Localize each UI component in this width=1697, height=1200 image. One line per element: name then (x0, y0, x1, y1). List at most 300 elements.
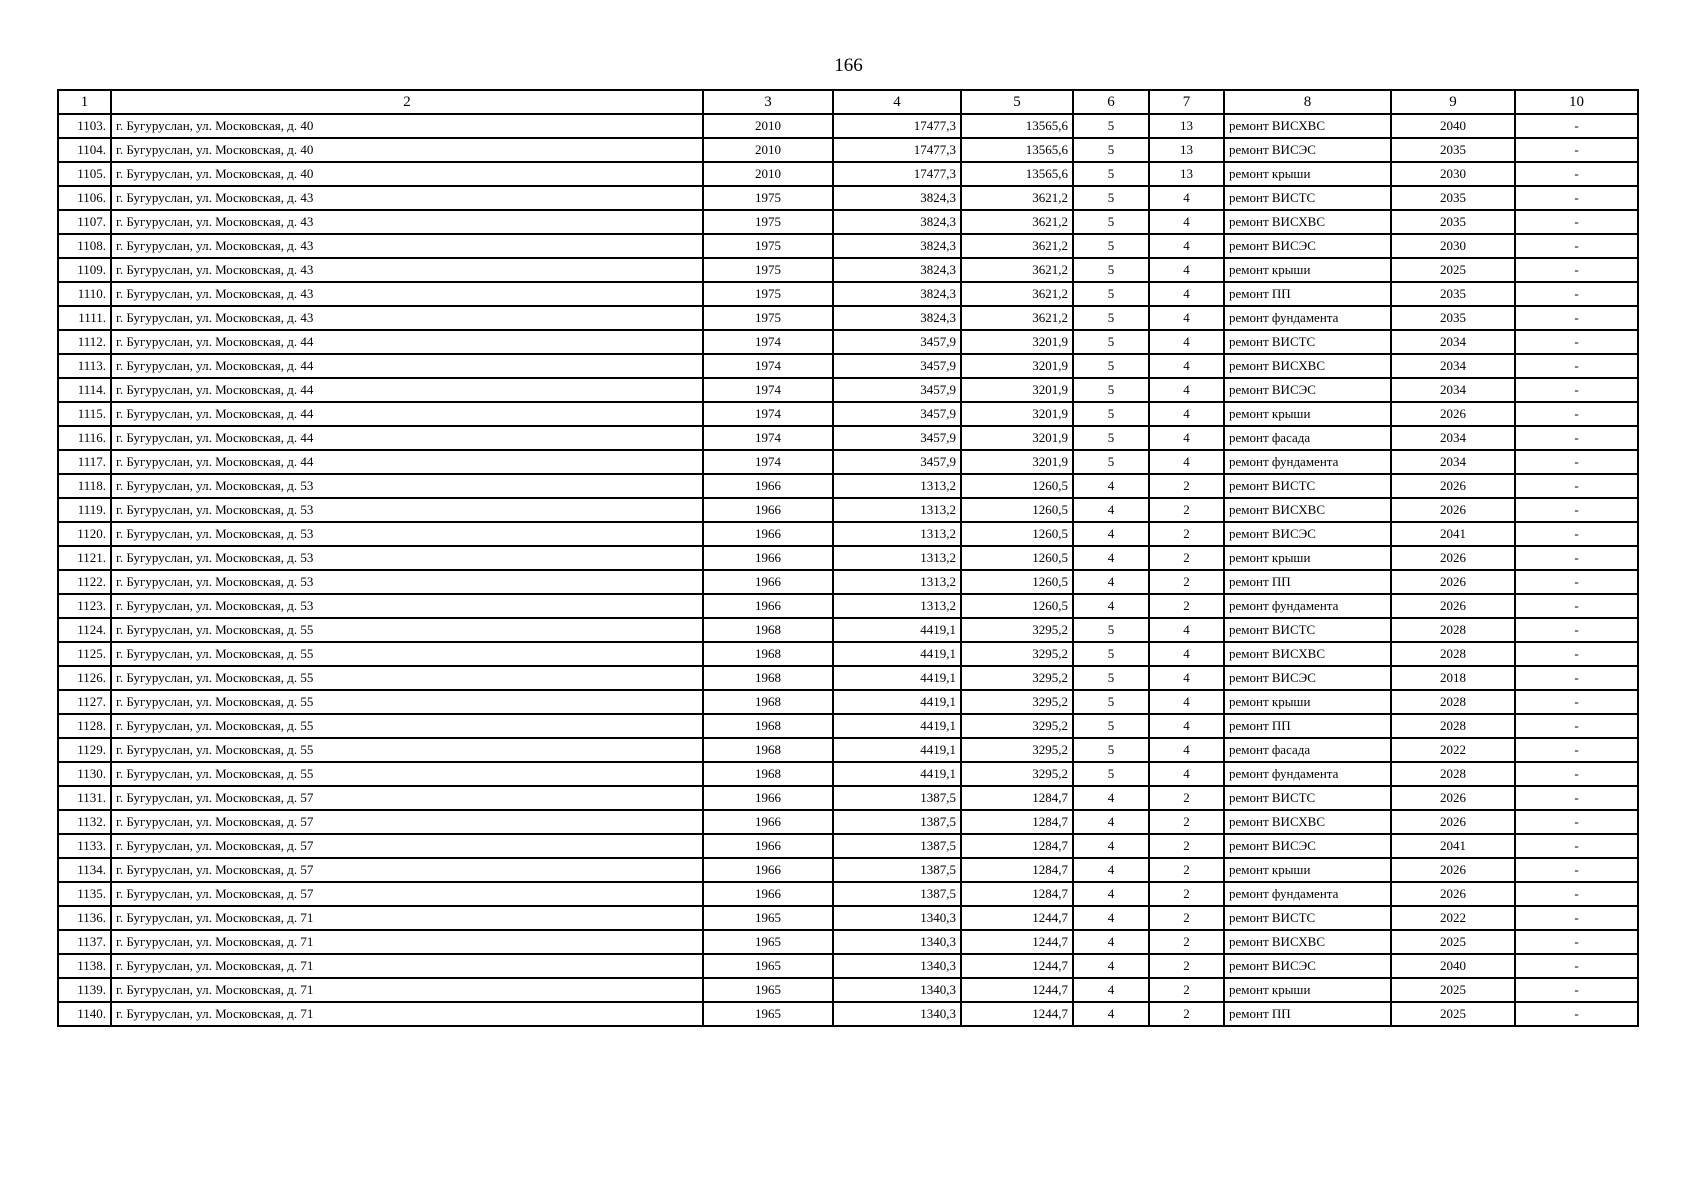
cell-note: - (1515, 882, 1638, 906)
cell-total-area: 1313,2 (833, 498, 961, 522)
cell-work-type: ремонт ВИСХВС (1224, 642, 1391, 666)
table-row (58, 930, 1638, 954)
cell-living-area: 3621,2 (961, 210, 1073, 234)
header-row (58, 90, 1638, 114)
cell-living-area: 3201,9 (961, 330, 1073, 354)
cell-living-area: 1244,7 (961, 906, 1073, 930)
table-row (58, 834, 1638, 858)
cell-work-type: ремонт ВИСТС (1224, 906, 1391, 930)
table-row (58, 714, 1638, 738)
cell-work-type: ремонт ВИСТС (1224, 786, 1391, 810)
cell-living-area: 3201,9 (961, 378, 1073, 402)
cell-planned-year: 2034 (1391, 330, 1515, 354)
cell-floors: 5 (1073, 282, 1149, 306)
cell-total-area: 1313,2 (833, 522, 961, 546)
cell-address: г. Бугуруслан, ул. Московская, д. 57 (111, 786, 703, 810)
cell-floors: 4 (1073, 546, 1149, 570)
cell-total-area: 4419,1 (833, 618, 961, 642)
cell-row-number: 1104. (58, 138, 111, 162)
cell-year-built: 1965 (703, 930, 833, 954)
cell-note: - (1515, 1002, 1638, 1026)
cell-year-built: 1975 (703, 282, 833, 306)
cell-entrances: 2 (1149, 858, 1224, 882)
cell-address: г. Бугуруслан, ул. Московская, д. 71 (111, 930, 703, 954)
cell-planned-year: 2026 (1391, 546, 1515, 570)
cell-year-built: 1975 (703, 234, 833, 258)
cell-total-area: 3457,9 (833, 450, 961, 474)
cell-work-type: ремонт ВИСХВС (1224, 810, 1391, 834)
cell-work-type: ремонт ВИСХВС (1224, 210, 1391, 234)
cell-note: - (1515, 426, 1638, 450)
table-row (58, 762, 1638, 786)
header-cell-6: 6 (1073, 90, 1149, 114)
cell-note: - (1515, 642, 1638, 666)
cell-total-area: 1313,2 (833, 594, 961, 618)
cell-floors: 5 (1073, 450, 1149, 474)
table-row (58, 162, 1638, 186)
cell-address: г. Бугуруслан, ул. Московская, д. 43 (111, 210, 703, 234)
cell-year-built: 1974 (703, 354, 833, 378)
cell-address: г. Бугуруслан, ул. Московская, д. 71 (111, 906, 703, 930)
cell-living-area: 3295,2 (961, 618, 1073, 642)
cell-address: г. Бугуруслан, ул. Московская, д. 44 (111, 330, 703, 354)
cell-planned-year: 2026 (1391, 474, 1515, 498)
cell-living-area: 3621,2 (961, 306, 1073, 330)
cell-address: г. Бугуруслан, ул. Московская, д. 43 (111, 306, 703, 330)
cell-total-area: 1340,3 (833, 954, 961, 978)
cell-floors: 4 (1073, 474, 1149, 498)
cell-floors: 5 (1073, 114, 1149, 138)
cell-year-built: 1966 (703, 498, 833, 522)
cell-planned-year: 2028 (1391, 762, 1515, 786)
repair-schedule-table (57, 89, 1639, 1027)
cell-note: - (1515, 114, 1638, 138)
cell-living-area: 3201,9 (961, 426, 1073, 450)
cell-living-area: 3621,2 (961, 186, 1073, 210)
cell-total-area: 3824,3 (833, 258, 961, 282)
cell-total-area: 1340,3 (833, 1002, 961, 1026)
table-row (58, 666, 1638, 690)
cell-year-built: 1974 (703, 402, 833, 426)
cell-address: г. Бугуруслан, ул. Московская, д. 71 (111, 1002, 703, 1026)
cell-total-area: 3824,3 (833, 186, 961, 210)
cell-work-type: ремонт крыши (1224, 402, 1391, 426)
table-row (58, 306, 1638, 330)
cell-planned-year: 2025 (1391, 1002, 1515, 1026)
cell-floors: 5 (1073, 738, 1149, 762)
cell-address: г. Бугуруслан, ул. Московская, д. 53 (111, 594, 703, 618)
header-cell-3: 3 (703, 90, 833, 114)
table-body (58, 114, 1638, 1026)
cell-entrances: 4 (1149, 402, 1224, 426)
cell-year-built: 1966 (703, 474, 833, 498)
cell-planned-year: 2026 (1391, 882, 1515, 906)
cell-entrances: 4 (1149, 378, 1224, 402)
table-row (58, 498, 1638, 522)
cell-work-type: ремонт фундамента (1224, 594, 1391, 618)
cell-row-number: 1129. (58, 738, 111, 762)
cell-entrances: 4 (1149, 618, 1224, 642)
cell-living-area: 1260,5 (961, 546, 1073, 570)
cell-entrances: 4 (1149, 450, 1224, 474)
cell-living-area: 3295,2 (961, 666, 1073, 690)
cell-work-type: ремонт ВИСТС (1224, 474, 1391, 498)
cell-total-area: 1387,5 (833, 834, 961, 858)
table-row (58, 690, 1638, 714)
cell-entrances: 2 (1149, 474, 1224, 498)
cell-planned-year: 2030 (1391, 234, 1515, 258)
cell-floors: 4 (1073, 1002, 1149, 1026)
cell-work-type: ремонт ПП (1224, 1002, 1391, 1026)
cell-living-area: 3295,2 (961, 714, 1073, 738)
cell-floors: 5 (1073, 354, 1149, 378)
cell-living-area: 1260,5 (961, 522, 1073, 546)
cell-work-type: ремонт фасада (1224, 738, 1391, 762)
cell-address: г. Бугуруслан, ул. Московская, д. 55 (111, 738, 703, 762)
table-row (58, 450, 1638, 474)
cell-address: г. Бугуруслан, ул. Московская, д. 53 (111, 570, 703, 594)
cell-address: г. Бугуруслан, ул. Московская, д. 43 (111, 186, 703, 210)
cell-address: г. Бугуруслан, ул. Московская, д. 40 (111, 114, 703, 138)
cell-address: г. Бугуруслан, ул. Московская, д. 57 (111, 882, 703, 906)
cell-living-area: 13565,6 (961, 162, 1073, 186)
cell-total-area: 3457,9 (833, 402, 961, 426)
cell-total-area: 1387,5 (833, 882, 961, 906)
cell-row-number: 1106. (58, 186, 111, 210)
table-row (58, 858, 1638, 882)
cell-address: г. Бугуруслан, ул. Московская, д. 55 (111, 690, 703, 714)
cell-planned-year: 2025 (1391, 258, 1515, 282)
cell-note: - (1515, 330, 1638, 354)
cell-planned-year: 2026 (1391, 810, 1515, 834)
cell-work-type: ремонт ВИСЭС (1224, 378, 1391, 402)
cell-floors: 5 (1073, 426, 1149, 450)
cell-work-type: ремонт ВИСХВС (1224, 930, 1391, 954)
cell-planned-year: 2034 (1391, 450, 1515, 474)
cell-living-area: 3201,9 (961, 354, 1073, 378)
cell-planned-year: 2035 (1391, 282, 1515, 306)
cell-total-area: 3824,3 (833, 282, 961, 306)
cell-address: г. Бугуруслан, ул. Московская, д. 43 (111, 282, 703, 306)
cell-living-area: 1284,7 (961, 834, 1073, 858)
cell-note: - (1515, 666, 1638, 690)
cell-floors: 5 (1073, 714, 1149, 738)
cell-note: - (1515, 378, 1638, 402)
cell-year-built: 2010 (703, 138, 833, 162)
cell-address: г. Бугуруслан, ул. Московская, д. 44 (111, 354, 703, 378)
cell-year-built: 1966 (703, 522, 833, 546)
cell-year-built: 1966 (703, 786, 833, 810)
cell-entrances: 2 (1149, 834, 1224, 858)
cell-year-built: 1966 (703, 546, 833, 570)
cell-living-area: 3295,2 (961, 762, 1073, 786)
cell-note: - (1515, 450, 1638, 474)
cell-total-area: 1340,3 (833, 906, 961, 930)
cell-entrances: 2 (1149, 810, 1224, 834)
table-row (58, 522, 1638, 546)
cell-living-area: 1244,7 (961, 954, 1073, 978)
cell-entrances: 2 (1149, 978, 1224, 1002)
cell-work-type: ремонт ВИСХВС (1224, 498, 1391, 522)
cell-living-area: 3621,2 (961, 234, 1073, 258)
cell-address: г. Бугуруслан, ул. Московская, д. 44 (111, 426, 703, 450)
cell-living-area: 13565,6 (961, 114, 1073, 138)
cell-work-type: ремонт фундамента (1224, 882, 1391, 906)
cell-entrances: 2 (1149, 954, 1224, 978)
table-row (58, 330, 1638, 354)
header-cell-1: 1 (58, 90, 111, 114)
cell-row-number: 1125. (58, 642, 111, 666)
cell-year-built: 1974 (703, 378, 833, 402)
cell-planned-year: 2034 (1391, 426, 1515, 450)
table-row (58, 810, 1638, 834)
cell-total-area: 1387,5 (833, 858, 961, 882)
cell-living-area: 1260,5 (961, 498, 1073, 522)
cell-address: г. Бугуруслан, ул. Московская, д. 53 (111, 522, 703, 546)
cell-total-area: 4419,1 (833, 690, 961, 714)
cell-year-built: 1965 (703, 954, 833, 978)
cell-year-built: 1975 (703, 186, 833, 210)
header-cell-7: 7 (1149, 90, 1224, 114)
cell-floors: 5 (1073, 666, 1149, 690)
cell-work-type: ремонт крыши (1224, 162, 1391, 186)
cell-entrances: 13 (1149, 138, 1224, 162)
cell-year-built: 1968 (703, 714, 833, 738)
cell-address: г. Бугуруслан, ул. Московская, д. 44 (111, 378, 703, 402)
cell-total-area: 1313,2 (833, 570, 961, 594)
cell-planned-year: 2041 (1391, 522, 1515, 546)
header-cell-4: 4 (833, 90, 961, 114)
table-row (58, 882, 1638, 906)
cell-entrances: 13 (1149, 114, 1224, 138)
cell-note: - (1515, 834, 1638, 858)
cell-work-type: ремонт ПП (1224, 570, 1391, 594)
cell-total-area: 1313,2 (833, 474, 961, 498)
cell-total-area: 1340,3 (833, 930, 961, 954)
cell-note: - (1515, 618, 1638, 642)
cell-row-number: 1131. (58, 786, 111, 810)
cell-entrances: 2 (1149, 570, 1224, 594)
cell-work-type: ремонт крыши (1224, 690, 1391, 714)
cell-planned-year: 2034 (1391, 354, 1515, 378)
cell-living-area: 1260,5 (961, 474, 1073, 498)
cell-total-area: 1387,5 (833, 786, 961, 810)
cell-address: г. Бугуруслан, ул. Московская, д. 53 (111, 474, 703, 498)
cell-row-number: 1115. (58, 402, 111, 426)
cell-living-area: 3621,2 (961, 282, 1073, 306)
cell-floors: 4 (1073, 882, 1149, 906)
cell-note: - (1515, 162, 1638, 186)
cell-living-area: 3295,2 (961, 642, 1073, 666)
cell-floors: 5 (1073, 258, 1149, 282)
cell-work-type: ремонт фундамента (1224, 306, 1391, 330)
cell-living-area: 3201,9 (961, 402, 1073, 426)
cell-note: - (1515, 522, 1638, 546)
cell-floors: 4 (1073, 594, 1149, 618)
cell-row-number: 1130. (58, 762, 111, 786)
cell-entrances: 2 (1149, 906, 1224, 930)
cell-address: г. Бугуруслан, ул. Московская, д. 44 (111, 450, 703, 474)
table-row (58, 354, 1638, 378)
cell-note: - (1515, 738, 1638, 762)
cell-work-type: ремонт фасада (1224, 426, 1391, 450)
cell-floors: 5 (1073, 138, 1149, 162)
cell-planned-year: 2025 (1391, 930, 1515, 954)
cell-row-number: 1105. (58, 162, 111, 186)
cell-floors: 4 (1073, 954, 1149, 978)
cell-planned-year: 2025 (1391, 978, 1515, 1002)
cell-note: - (1515, 786, 1638, 810)
cell-work-type: ремонт ВИСХВС (1224, 354, 1391, 378)
cell-year-built: 2010 (703, 114, 833, 138)
cell-entrances: 4 (1149, 234, 1224, 258)
table-row (58, 618, 1638, 642)
cell-total-area: 3457,9 (833, 426, 961, 450)
cell-living-area: 1284,7 (961, 786, 1073, 810)
cell-year-built: 1966 (703, 834, 833, 858)
cell-address: г. Бугуруслан, ул. Московская, д. 57 (111, 810, 703, 834)
cell-work-type: ремонт крыши (1224, 258, 1391, 282)
cell-planned-year: 2035 (1391, 186, 1515, 210)
cell-entrances: 4 (1149, 330, 1224, 354)
table-row (58, 570, 1638, 594)
table-row (58, 546, 1638, 570)
cell-address: г. Бугуруслан, ул. Московская, д. 55 (111, 618, 703, 642)
cell-total-area: 1387,5 (833, 810, 961, 834)
cell-year-built: 1965 (703, 978, 833, 1002)
table-row (58, 114, 1638, 138)
cell-work-type: ремонт ВИСТС (1224, 618, 1391, 642)
cell-entrances: 4 (1149, 186, 1224, 210)
cell-year-built: 1968 (703, 762, 833, 786)
cell-entrances: 2 (1149, 882, 1224, 906)
cell-entrances: 4 (1149, 306, 1224, 330)
cell-planned-year: 2026 (1391, 594, 1515, 618)
cell-row-number: 1112. (58, 330, 111, 354)
cell-floors: 5 (1073, 210, 1149, 234)
header-cell-10: 10 (1515, 90, 1638, 114)
cell-entrances: 2 (1149, 498, 1224, 522)
cell-year-built: 1966 (703, 594, 833, 618)
cell-row-number: 1111. (58, 306, 111, 330)
cell-entrances: 4 (1149, 738, 1224, 762)
cell-note: - (1515, 354, 1638, 378)
cell-note: - (1515, 690, 1638, 714)
cell-planned-year: 2026 (1391, 570, 1515, 594)
cell-floors: 4 (1073, 906, 1149, 930)
cell-entrances: 2 (1149, 786, 1224, 810)
cell-row-number: 1108. (58, 234, 111, 258)
cell-address: г. Бугуруслан, ул. Московская, д. 55 (111, 762, 703, 786)
cell-living-area: 1284,7 (961, 858, 1073, 882)
header-cell-2: 2 (111, 90, 703, 114)
cell-planned-year: 2040 (1391, 954, 1515, 978)
cell-work-type: ремонт ВИСЭС (1224, 138, 1391, 162)
cell-living-area: 1284,7 (961, 810, 1073, 834)
header-cell-8: 8 (1224, 90, 1391, 114)
cell-total-area: 17477,3 (833, 162, 961, 186)
cell-year-built: 1966 (703, 882, 833, 906)
table-row (58, 642, 1638, 666)
cell-floors: 5 (1073, 618, 1149, 642)
cell-address: г. Бугуруслан, ул. Московская, д. 44 (111, 402, 703, 426)
cell-planned-year: 2035 (1391, 306, 1515, 330)
cell-note: - (1515, 570, 1638, 594)
cell-total-area: 3824,3 (833, 234, 961, 258)
table-row (58, 474, 1638, 498)
cell-work-type: ремонт ВИСТС (1224, 330, 1391, 354)
cell-entrances: 4 (1149, 258, 1224, 282)
cell-work-type: ремонт ВИСЭС (1224, 234, 1391, 258)
cell-work-type: ремонт крыши (1224, 978, 1391, 1002)
cell-planned-year: 2028 (1391, 618, 1515, 642)
cell-floors: 5 (1073, 402, 1149, 426)
cell-address: г. Бугуруслан, ул. Московская, д. 55 (111, 666, 703, 690)
cell-address: г. Бугуруслан, ул. Московская, д. 53 (111, 498, 703, 522)
cell-work-type: ремонт ВИСХВС (1224, 114, 1391, 138)
cell-entrances: 4 (1149, 282, 1224, 306)
table-row (58, 954, 1638, 978)
cell-year-built: 1966 (703, 858, 833, 882)
cell-row-number: 1135. (58, 882, 111, 906)
cell-row-number: 1136. (58, 906, 111, 930)
cell-work-type: ремонт крыши (1224, 546, 1391, 570)
cell-living-area: 1284,7 (961, 882, 1073, 906)
cell-note: - (1515, 858, 1638, 882)
cell-row-number: 1116. (58, 426, 111, 450)
cell-living-area: 3621,2 (961, 258, 1073, 282)
cell-row-number: 1134. (58, 858, 111, 882)
cell-year-built: 1966 (703, 810, 833, 834)
cell-total-area: 3457,9 (833, 378, 961, 402)
cell-note: - (1515, 906, 1638, 930)
cell-floors: 5 (1073, 234, 1149, 258)
cell-row-number: 1119. (58, 498, 111, 522)
cell-work-type: ремонт ВИСЭС (1224, 522, 1391, 546)
cell-entrances: 2 (1149, 594, 1224, 618)
cell-work-type: ремонт ВИСЭС (1224, 666, 1391, 690)
table-row (58, 1002, 1638, 1026)
cell-planned-year: 2022 (1391, 738, 1515, 762)
cell-year-built: 1965 (703, 906, 833, 930)
cell-entrances: 4 (1149, 690, 1224, 714)
cell-work-type: ремонт ПП (1224, 714, 1391, 738)
cell-entrances: 4 (1149, 642, 1224, 666)
cell-work-type: ремонт ВИСЭС (1224, 834, 1391, 858)
cell-row-number: 1140. (58, 1002, 111, 1026)
table-row (58, 378, 1638, 402)
cell-row-number: 1103. (58, 114, 111, 138)
cell-row-number: 1128. (58, 714, 111, 738)
cell-living-area: 3201,9 (961, 450, 1073, 474)
cell-planned-year: 2026 (1391, 402, 1515, 426)
cell-year-built: 1975 (703, 210, 833, 234)
cell-note: - (1515, 954, 1638, 978)
cell-floors: 4 (1073, 834, 1149, 858)
cell-total-area: 4419,1 (833, 642, 961, 666)
cell-work-type: ремонт крыши (1224, 858, 1391, 882)
cell-address: г. Бугуруслан, ул. Московская, д. 55 (111, 642, 703, 666)
cell-floors: 5 (1073, 330, 1149, 354)
cell-floors: 4 (1073, 786, 1149, 810)
cell-living-area: 1244,7 (961, 978, 1073, 1002)
cell-planned-year: 2030 (1391, 162, 1515, 186)
table-row (58, 234, 1638, 258)
cell-row-number: 1120. (58, 522, 111, 546)
cell-address: г. Бугуруслан, ул. Московская, д. 71 (111, 978, 703, 1002)
cell-row-number: 1107. (58, 210, 111, 234)
table-row (58, 426, 1638, 450)
